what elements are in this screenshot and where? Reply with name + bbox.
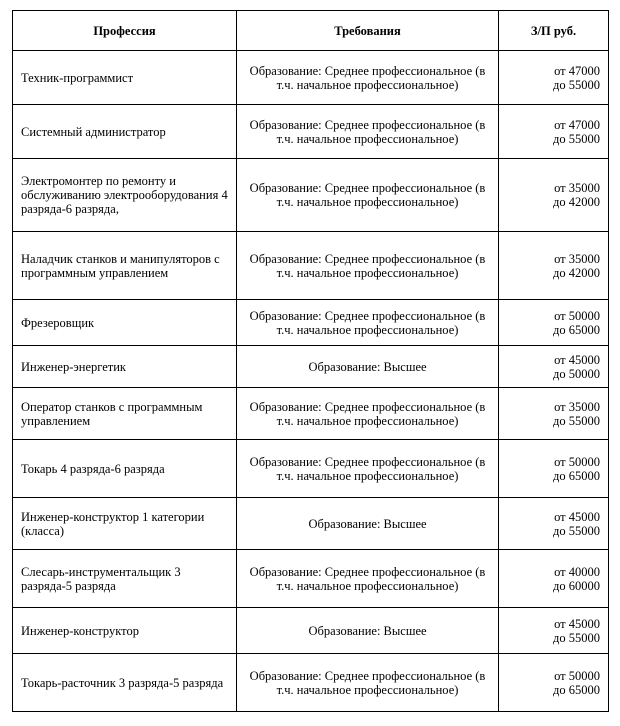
requirements-cell: Образование: Среднее профессиональное (в т.ч. начальное профессиональное)	[237, 550, 499, 608]
salary-cell	[499, 498, 609, 550]
salary-cell	[499, 550, 609, 608]
profession-cell: Техник-программист	[13, 51, 237, 105]
requirements-cell: Образование: Среднее профессиональное (в т.ч. начальное профессиональное)	[237, 159, 499, 232]
requirements-cell: Образование: Среднее профессиональное (в т.ч. начальное профессиональное)	[237, 105, 499, 159]
requirements-cell: Образование: Среднее профессиональное (в т.ч. начальное профессиональное)	[237, 51, 499, 105]
table-row	[13, 232, 609, 300]
salary-to: до 65000	[553, 468, 600, 483]
salary-from: от 47000	[554, 117, 600, 132]
profession-cell: Инженер-конструктор	[13, 608, 237, 654]
table-header-row	[13, 11, 609, 51]
profession-cell: Токарь 4 разряда-6 разряда	[13, 440, 237, 498]
table-row	[13, 550, 609, 608]
requirements-cell: Образование: Среднее профессиональное (в т.ч. начальное профессиональное)	[237, 232, 499, 300]
profession-cell: Наладчик станков и манипуляторов с программным управлением	[13, 232, 237, 300]
salary-to: до 50000	[553, 366, 600, 381]
salary-from: от 50000	[554, 454, 600, 469]
profession-cell: Токарь-расточник 3 разряда-5 разряда	[13, 654, 237, 712]
salary-to: до 55000	[553, 630, 600, 645]
salary-from: от 47000	[554, 63, 600, 78]
header-requirements: Требования	[237, 11, 499, 51]
salary-to: до 42000	[553, 265, 600, 280]
salary-to: до 42000	[553, 195, 600, 209]
salary-cell	[499, 654, 609, 712]
salary-from: от 50000	[554, 668, 600, 683]
salary-from: от 45000	[554, 616, 600, 631]
salary-cell	[499, 51, 609, 105]
salary-cell	[499, 608, 609, 654]
table-row	[13, 440, 609, 498]
requirements-cell: Образование: Среднее профессиональное (в т.ч. начальное профессиональное)	[237, 440, 499, 498]
salary-to: до 55000	[553, 413, 600, 428]
header-salary: З/П руб.	[499, 11, 609, 51]
salary-cell	[499, 346, 609, 388]
salary-cell	[499, 440, 609, 498]
vacancy-table-container	[12, 10, 608, 712]
profession-cell: Фрезеровщик	[13, 300, 237, 346]
salary-to: до 65000	[553, 682, 600, 697]
salary-cell	[499, 300, 609, 346]
vacancy-table	[12, 10, 609, 712]
requirements-cell: Образование: Среднее профессиональное (в т.ч. начальное профессиональное)	[237, 388, 499, 440]
salary-to: до 65000	[553, 322, 600, 337]
salary-from: от 35000	[554, 181, 600, 195]
table-row	[13, 159, 609, 232]
salary-from: от 45000	[554, 352, 600, 367]
salary-from: от 35000	[554, 399, 600, 414]
salary-from: от 45000	[554, 509, 600, 524]
salary-to: до 55000	[553, 523, 600, 538]
profession-cell: Оператор станков с программным управлением	[13, 388, 237, 440]
salary-from: от 35000	[554, 251, 600, 266]
profession-cell: Инженер-энергетик	[13, 346, 237, 388]
salary-to: до 55000	[553, 77, 600, 92]
table-body	[13, 51, 609, 712]
salary-cell	[499, 105, 609, 159]
table-row	[13, 51, 609, 105]
table-row	[13, 300, 609, 346]
requirements-cell: Образование: Высшее	[237, 608, 499, 654]
table-row	[13, 608, 609, 654]
requirements-cell: Образование: Высшее	[237, 498, 499, 550]
table-row	[13, 388, 609, 440]
salary-to: до 55000	[553, 131, 600, 146]
salary-from: от 50000	[554, 308, 600, 323]
header-profession: Профессия	[13, 11, 237, 51]
profession-cell: Слесарь-инструментальщик 3 разряда-5 разряда	[13, 550, 237, 608]
salary-cell	[499, 232, 609, 300]
requirements-cell: Образование: Среднее профессиональное (в т.ч. начальное профессиональное)	[237, 654, 499, 712]
salary-cell	[499, 159, 609, 232]
requirements-cell: Образование: Среднее профессиональное (в т.ч. начальное профессиональное)	[237, 300, 499, 346]
table-row	[13, 346, 609, 388]
table-row	[13, 498, 609, 550]
requirements-cell: Образование: Высшее	[237, 346, 499, 388]
profession-cell: Инженер-конструктор 1 категории (класса)	[13, 498, 237, 550]
salary-to: до 60000	[553, 578, 600, 593]
salary-cell	[499, 388, 609, 440]
profession-cell: Электромонтер по ремонту и обслуживанию электрооборудования 4 разряда-6 разряда,	[13, 159, 237, 232]
salary-from: от 40000	[554, 564, 600, 579]
profession-cell: Системный администратор	[13, 105, 237, 159]
table-row	[13, 105, 609, 159]
table-row	[13, 654, 609, 712]
